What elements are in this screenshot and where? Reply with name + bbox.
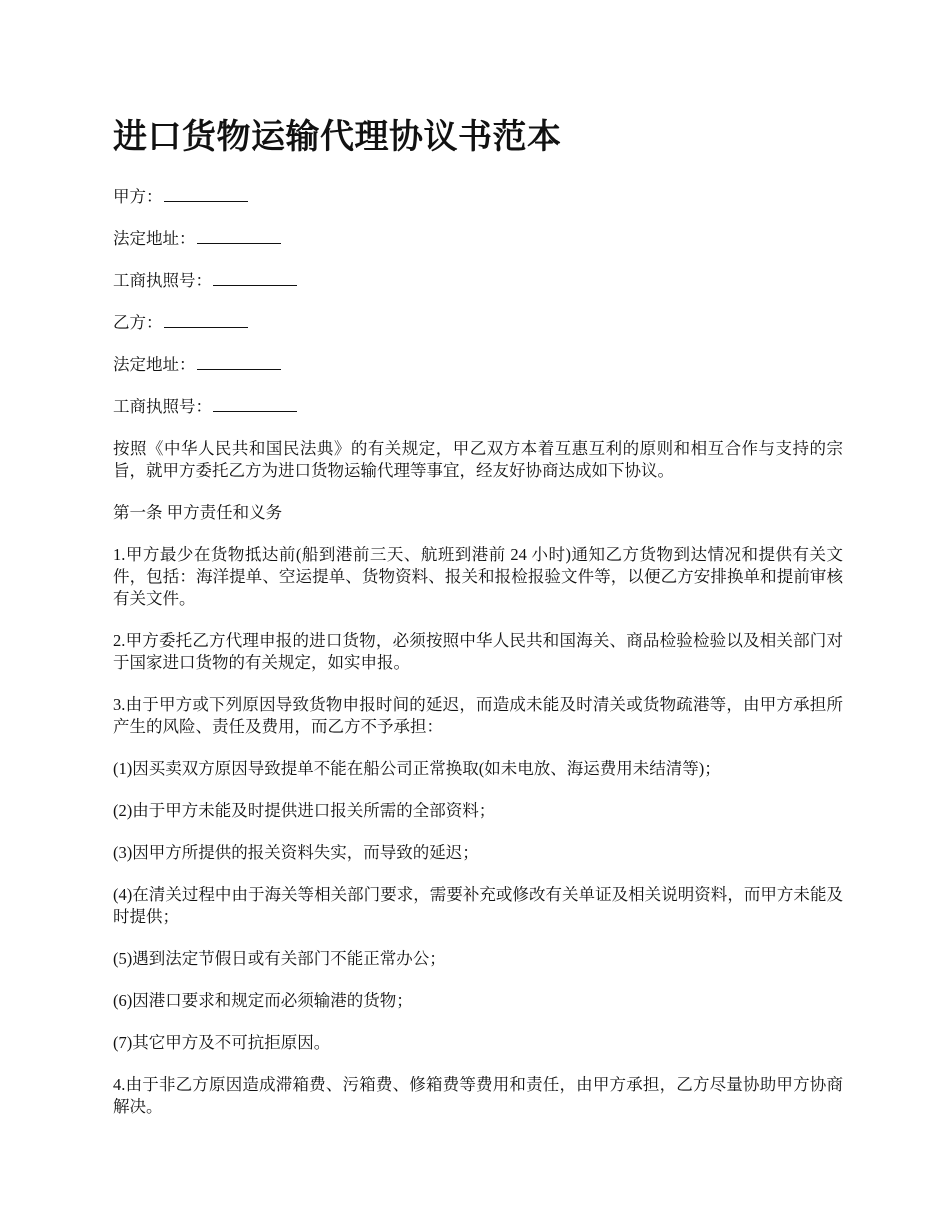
fill-blank bbox=[213, 397, 297, 412]
party-a-license-field bbox=[113, 270, 843, 292]
clause-2: 2.甲方委托乙方代理申报的进口货物，必须按照中华人民共和国海关、商品检验检验以及相关部门对于国家进口货物的有关规定，如实申报。 bbox=[113, 631, 843, 672]
party-b-address-field bbox=[113, 354, 843, 376]
sub-item-3: (3)因甲方所提供的报关资料失实，而导致的延迟； bbox=[113, 843, 479, 862]
fill-blank bbox=[164, 313, 248, 328]
field-label: 甲方： bbox=[113, 187, 163, 206]
section-heading: 第一条 甲方责任和义务 bbox=[113, 503, 283, 522]
clause-1: 1.甲方最少在货物抵达前(船到港前三天、航班到港前 24 小时)通知乙方货物到达情况和提供有关文件，包括：海洋提单、空运提单、货物资料、报关和报检报验文件等，以便乙方安排换单和提前审核有关文件。 bbox=[113, 545, 843, 608]
fill-blank bbox=[197, 229, 281, 244]
field-label: 工商执照号： bbox=[113, 397, 212, 416]
field-label: 法定地址： bbox=[113, 355, 196, 374]
fill-blank bbox=[197, 355, 281, 370]
sub-item-1: (1)因买卖双方原因导致提单不能在船公司正常换取(如未电放、海运费用未结清等)； bbox=[113, 759, 721, 778]
party-a-address-field bbox=[113, 228, 843, 250]
document-title: 进口货物运输代理协议书范本 bbox=[113, 117, 562, 157]
fill-blank bbox=[164, 187, 248, 202]
field-label: 法定地址： bbox=[113, 229, 196, 248]
sub-item-6: (6)因港口要求和规定而必须输港的货物； bbox=[113, 991, 413, 1010]
sub-item-7: (7)其它甲方及不可抗拒原因。 bbox=[113, 1033, 331, 1052]
clause-3: 3.由于甲方或下列原因导致货物申报时间的延迟，而造成未能及时清关或货物疏港等，由甲方承担所产生的风险、责任及费用，而乙方不予承担： bbox=[113, 695, 843, 736]
clause-4: 4.由于非乙方原因造成滞箱费、污箱费、修箱费等费用和责任，由甲方承担，乙方尽量协助甲方协商解决。 bbox=[113, 1075, 843, 1116]
sub-item-2: (2)由于甲方未能及时提供进口报关所需的全部资料； bbox=[113, 801, 496, 820]
sub-item-5: (5)遇到法定节假日或有关部门不能正常办公； bbox=[113, 949, 446, 968]
sub-item-4: (4)在清关过程中由于海关等相关部门要求，需要补充或修改有关单证及相关说明资料，而甲方未能及时提供； bbox=[113, 885, 843, 926]
field-label: 工商执照号： bbox=[113, 271, 212, 290]
party-b-field bbox=[113, 312, 843, 334]
field-label: 乙方： bbox=[113, 313, 163, 332]
fill-blank bbox=[213, 271, 297, 286]
preamble-paragraph: 按照《中华人民共和国民法典》的有关规定，甲乙双方本着互惠互利的原则和相互合作与支持的宗旨，就甲方委托乙方为进口货物运输代理等事宜，经友好协商达成如下协议。 bbox=[113, 439, 843, 480]
document-page bbox=[113, 112, 843, 1138]
party-a-field bbox=[113, 186, 843, 208]
party-b-license-field bbox=[113, 396, 843, 418]
